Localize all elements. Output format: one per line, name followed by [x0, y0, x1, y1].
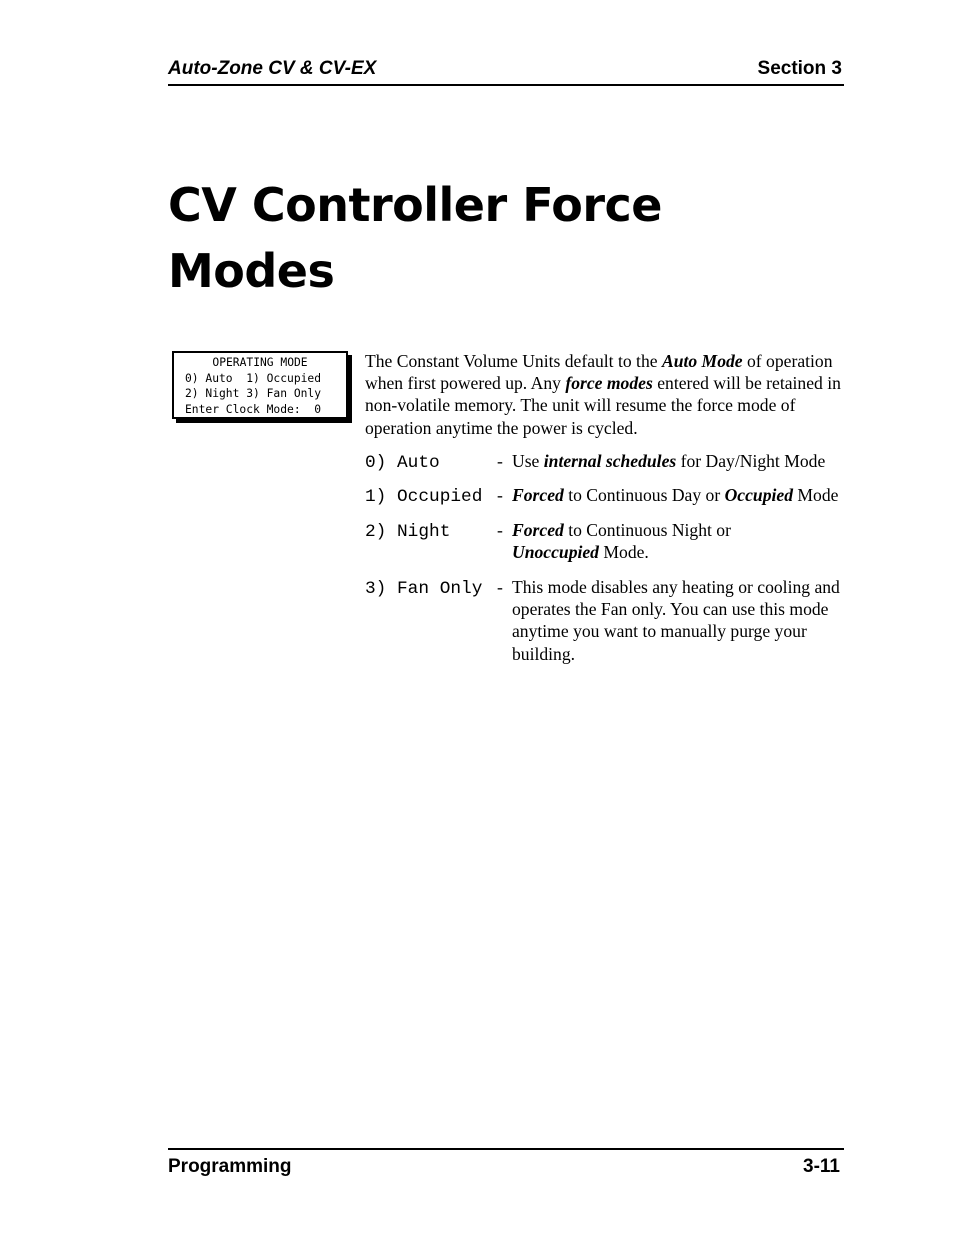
mode-text: Mode. [598, 542, 649, 563]
mode-description [512, 484, 842, 506]
mode-emphasis: Forced [512, 485, 564, 506]
page-header [168, 56, 844, 86]
mode-text: Use [512, 451, 544, 471]
mode-text: to Continuous Day or [563, 485, 725, 506]
header-section: Section 3 [757, 58, 842, 79]
page-title-line-1: CV Controller Force [168, 178, 663, 232]
page-title-line-2: Modes [168, 244, 335, 298]
footer-page-number: 3-11 [803, 1156, 840, 1177]
mode-emphasis: Unoccupied [512, 542, 599, 563]
page-title [168, 172, 808, 304]
intro-emphasis-force-modes: force modes [565, 373, 653, 394]
mode-item-auto [365, 450, 845, 472]
intro-text-1: The Constant Volume Units default to the [365, 351, 662, 371]
mode-description [512, 450, 842, 472]
mode-text: for Day/Night Mode [676, 451, 826, 471]
mode-key: 2) Night [365, 521, 451, 542]
lcd-line-2: 0) Auto 1) Occupied [185, 371, 322, 385]
mode-key: 3) Fan Only [365, 578, 483, 599]
footer-chapter: Programming [168, 1156, 292, 1177]
intro-emphasis-auto-mode: Auto Mode [661, 351, 743, 371]
mode-item-fan-only [365, 576, 845, 666]
lcd-line-1: OPERATING MODE [212, 356, 308, 369]
intro-paragraph [365, 350, 845, 439]
mode-dash: - [497, 451, 503, 471]
mode-emphasis: Forced [512, 519, 564, 540]
intro-text-3: entered will be retained in non-volatile memory. The unit will resume the force mode of operation anytime the power is cycled. [365, 373, 841, 438]
mode-text: to Continuous Night or [563, 519, 731, 540]
page-footer [168, 1148, 844, 1180]
lcd-line-4: Enter Clock Mode: 0 [185, 402, 322, 416]
mode-item-night [365, 519, 845, 564]
mode-key: 1) Occupied [365, 487, 483, 508]
mode-dash: - [497, 519, 503, 540]
mode-emphasis: internal schedules [543, 451, 677, 471]
mode-key: 0) Auto [365, 453, 440, 473]
lcd-display [172, 351, 348, 419]
mode-description [512, 576, 842, 666]
mode-dash: - [497, 485, 503, 506]
mode-dash: - [497, 576, 503, 597]
header-manual-title: Auto-Zone CV & CV-EX [168, 58, 377, 79]
mode-item-occupied [365, 484, 845, 506]
intro-text-2: of operation when first powered up. Any [365, 351, 833, 394]
mode-text: Mode [793, 485, 839, 506]
mode-emphasis: Occupied [724, 485, 793, 506]
mode-description [512, 519, 842, 564]
lcd-line-3: 2) Night 3) Fan Only [185, 387, 322, 400]
mode-text: This mode disables any heating or cooling and operates the Fan only. You can use this mode anytime you want to manually purge your building. [512, 576, 840, 664]
mode-list [365, 450, 845, 677]
